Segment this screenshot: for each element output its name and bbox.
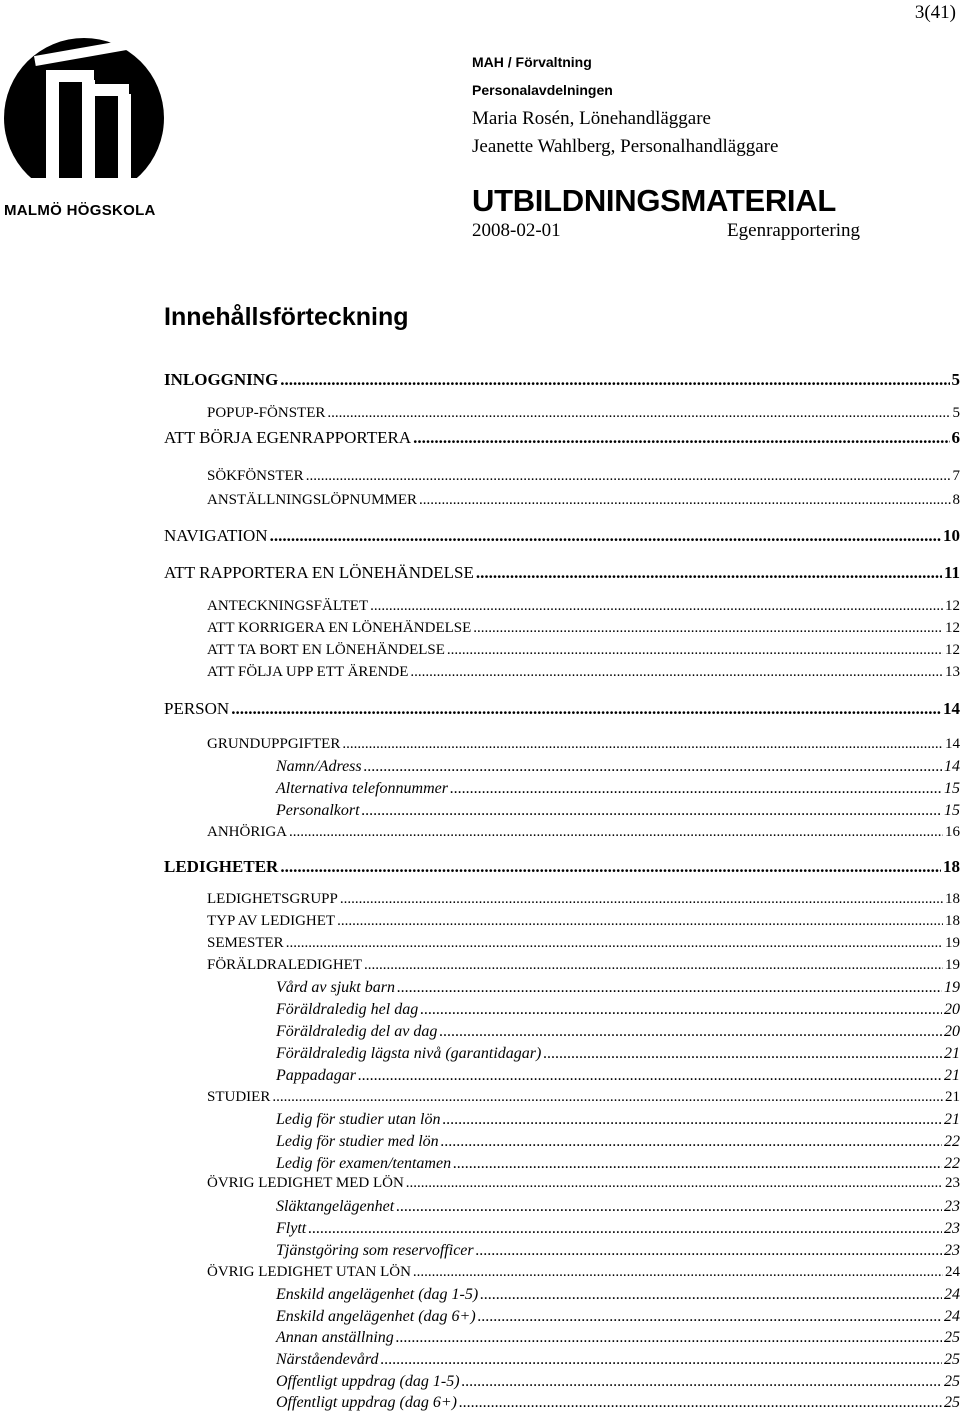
toc-entry-label: Annan anställning <box>276 1329 394 1346</box>
toc-entry[interactable] <box>276 1111 960 1131</box>
toc-leader-dots <box>397 979 942 997</box>
toc-entry-page: 14 <box>944 758 960 775</box>
toc-entry-page: 24 <box>945 1264 960 1280</box>
toc-leader-dots <box>308 1220 942 1238</box>
toc-leader-dots <box>478 1308 942 1326</box>
toc-entry-page: 21 <box>944 1111 960 1128</box>
toc-entry-label: Ledig för studier utan lön <box>276 1111 441 1128</box>
toc-entry-label: ÖVRIG LEDIGHET MED LÖN <box>207 1175 404 1191</box>
toc-entry-page: 14 <box>943 699 960 718</box>
toc-leader-dots <box>406 1175 943 1192</box>
toc-entry-page: 11 <box>943 563 960 582</box>
toc-entry-label: Enskild angelägenhet (dag 1-5) <box>276 1286 479 1303</box>
toc-entry[interactable] <box>276 1373 960 1393</box>
toc-entry-page: 20 <box>944 1001 960 1018</box>
toc-entry-page: 8 <box>952 492 960 508</box>
toc-entry-label: ATT TA BORT EN LÖNEHÄNDELSE <box>207 642 445 658</box>
toc-entry[interactable] <box>207 468 960 488</box>
toc-entry-page: 12 <box>945 620 960 636</box>
toc-entry-label: Offentligt uppdrag (dag 1-5) <box>276 1373 460 1390</box>
toc-entry-page: 21 <box>945 1089 960 1105</box>
toc-entry-page: 20 <box>944 1023 960 1040</box>
toc-entry[interactable] <box>276 1045 960 1065</box>
toc-entry[interactable] <box>276 1023 960 1043</box>
toc-leader-dots <box>337 913 943 930</box>
toc-leader-dots <box>453 1155 942 1173</box>
toc-leader-dots <box>480 1286 942 1304</box>
toc-entry-page: 10 <box>943 526 960 545</box>
toc-entry-label: ATT FÖLJA UPP ETT ÄRENDE <box>207 664 409 680</box>
toc-entry-label: ANHÖRIGA <box>207 824 287 840</box>
toc-leader-dots <box>358 1067 942 1085</box>
toc-leader-dots <box>473 620 943 637</box>
toc-leader-dots <box>462 1373 942 1391</box>
header-author-1: Maria Rosén, Lönehandläggare <box>472 108 711 129</box>
toc-entry-label: SÖKFÖNSTER <box>207 468 304 484</box>
toc-entry-page: 24 <box>944 1308 960 1325</box>
toc-entry-label: STUDIER <box>207 1089 271 1105</box>
toc-entry-label: Närståendevård <box>276 1351 379 1368</box>
toc-leader-dots <box>286 935 943 952</box>
toc-entry-label: POPUP-FÖNSTER <box>207 405 326 421</box>
toc-entry[interactable] <box>207 1175 960 1195</box>
toc-entry-label: Ledig för studier med lön <box>276 1133 439 1150</box>
toc-entry-page: 21 <box>944 1067 960 1084</box>
toc-leader-dots <box>476 1242 942 1260</box>
toc-leader-dots <box>459 1394 942 1412</box>
toc-leader-dots <box>543 1045 942 1063</box>
malmo-hogskola-logo-icon <box>0 28 170 228</box>
toc-entry-page: 15 <box>944 802 960 819</box>
toc-entry[interactable] <box>164 370 960 392</box>
toc-entry-label: TYP AV LEDIGHET <box>207 913 336 929</box>
toc-entry[interactable] <box>207 664 960 684</box>
toc-entry[interactable] <box>207 913 960 933</box>
toc-entry-page: 12 <box>945 598 960 614</box>
toc-leader-dots <box>396 1329 942 1347</box>
toc-leader-dots <box>272 1089 943 1106</box>
toc-entry[interactable] <box>276 802 960 822</box>
toc-entry-page: 24 <box>944 1286 960 1303</box>
toc-leader-dots <box>327 405 950 422</box>
toc-entry-label: LEDIGHETER <box>164 857 279 876</box>
toc-leader-dots <box>396 1198 942 1216</box>
toc-entry-label: GRUNDUPPGIFTER <box>207 736 341 752</box>
toc-entry-page: 12 <box>945 642 960 658</box>
toc-entry[interactable] <box>207 492 960 512</box>
toc-leader-dots <box>413 1264 943 1281</box>
toc-entry-page: 23 <box>944 1242 960 1259</box>
document-date: 2008-02-01 <box>472 220 561 241</box>
toc-entry-label: Ledig för examen/tentamen <box>276 1155 452 1172</box>
toc-entry[interactable] <box>164 428 960 450</box>
document-subject: Egenrapportering <box>727 220 860 241</box>
logo-text: MALMÖ HÖGSKOLA <box>4 202 156 219</box>
toc-entry[interactable] <box>207 736 960 756</box>
toc-entry[interactable] <box>276 1394 960 1414</box>
toc-entry[interactable] <box>207 642 960 662</box>
toc-entry[interactable] <box>276 1329 960 1349</box>
toc-entry-page: 18 <box>945 913 960 929</box>
toc-entry-label: ATT BÖRJA EGENRAPPORTERA <box>164 428 412 447</box>
toc-entry-page: 7 <box>952 468 960 484</box>
header-author-2: Jeanette Wahlberg, Personalhandläggare <box>472 136 779 157</box>
toc-entry[interactable] <box>276 1286 960 1306</box>
toc-entry-label: Föräldraledig del av dag <box>276 1023 438 1040</box>
toc-leader-dots <box>476 563 942 583</box>
toc-entry-page: 19 <box>944 979 960 996</box>
toc-entry[interactable] <box>207 891 960 911</box>
toc-entry[interactable] <box>276 1198 960 1218</box>
toc-leader-dots <box>364 957 943 974</box>
toc-leader-dots <box>410 664 943 681</box>
toc-entry[interactable] <box>276 1308 960 1328</box>
toc-leader-dots <box>450 780 942 798</box>
toc-entry-page: 19 <box>945 935 960 951</box>
toc-leader-dots <box>413 428 949 448</box>
toc-leader-dots <box>419 492 950 509</box>
toc-leader-dots <box>289 824 943 841</box>
toc-entry-label: Enskild angelägenhet (dag 6+) <box>276 1308 476 1325</box>
header-department: Personalavdelningen <box>472 82 613 98</box>
toc-entry-page: 22 <box>944 1155 960 1172</box>
toc-entry[interactable] <box>207 824 960 844</box>
toc-entry-page: 15 <box>944 780 960 797</box>
page-number: 3(41) <box>914 2 956 23</box>
date-line <box>472 220 860 242</box>
toc-leader-dots <box>370 598 943 615</box>
toc-entry-page: 18 <box>945 891 960 907</box>
toc-entry-label: LEDIGHETSGRUPP <box>207 891 338 907</box>
toc-entry[interactable] <box>164 699 960 721</box>
toc-leader-dots <box>447 642 943 659</box>
toc-leader-dots <box>441 1133 942 1151</box>
document-title: UTBILDNINGSMATERIAL <box>472 183 836 218</box>
toc-entry-label: ANSTÄLLNINGSLÖPNUMMER <box>207 492 418 508</box>
toc-entry[interactable] <box>276 780 960 800</box>
toc-heading: Innehållsförteckning <box>164 303 409 331</box>
toc-entry-label: Personalkort <box>276 802 360 819</box>
toc-entry[interactable] <box>276 1133 960 1153</box>
toc-leader-dots <box>306 468 951 485</box>
toc-entry[interactable] <box>207 1264 960 1284</box>
toc-entry[interactable] <box>276 1351 960 1371</box>
toc-entry-page: 23 <box>944 1220 960 1237</box>
toc-leader-dots <box>364 758 942 776</box>
toc-leader-dots <box>231 699 941 719</box>
toc-entry-page: 13 <box>945 664 960 680</box>
toc-entry-page: 23 <box>944 1198 960 1215</box>
toc-entry-label: ATT KORRIGERA EN LÖNEHÄNDELSE <box>207 620 472 636</box>
toc-entry[interactable] <box>276 1155 960 1175</box>
toc-entry-label: SEMESTER <box>207 935 284 951</box>
toc-leader-dots <box>340 891 943 908</box>
toc-leader-dots <box>280 370 949 390</box>
toc-leader-dots <box>420 1001 942 1019</box>
toc-entry[interactable] <box>276 1067 960 1087</box>
toc-entry[interactable] <box>276 1220 960 1240</box>
toc-entry-label: Föräldraledig hel dag <box>276 1001 419 1018</box>
toc-entry-label: PERSON <box>164 699 230 718</box>
toc-entry-label: Vård av sjukt barn <box>276 979 395 996</box>
toc-entry-page: 21 <box>944 1045 960 1062</box>
toc-entry[interactable] <box>276 1242 960 1262</box>
toc-entry[interactable] <box>207 935 960 955</box>
toc-entry[interactable] <box>164 526 960 548</box>
toc-entry-page: 5 <box>952 405 960 421</box>
toc-entry-label: ATT RAPPORTERA EN LÖNEHÄNDELSE <box>164 563 474 582</box>
toc-leader-dots <box>442 1111 942 1129</box>
toc-entry[interactable] <box>276 1001 960 1021</box>
toc-entry[interactable] <box>207 405 960 425</box>
toc-entry-label: ANTECKNINGSFÄLTET <box>207 598 369 614</box>
toc-entry-page: 25 <box>944 1373 960 1390</box>
toc-entry-label: Alternativa telefonnummer <box>276 780 448 797</box>
toc-entry-label: Släktangelägenhet <box>276 1198 395 1215</box>
toc-entry-label: Tjänstgöring som reservofficer <box>276 1242 474 1259</box>
toc-entry-page: 22 <box>944 1133 960 1150</box>
toc-leader-dots <box>342 736 943 753</box>
toc-entry-page: 18 <box>943 857 960 876</box>
toc-entry[interactable] <box>276 758 960 778</box>
toc-entry[interactable] <box>207 598 960 618</box>
toc-entry-label: Pappadagar <box>276 1067 356 1084</box>
toc-entry[interactable] <box>207 957 960 977</box>
toc-entry-page: 16 <box>945 824 960 840</box>
toc-entry[interactable] <box>164 563 960 585</box>
toc-entry-page: 6 <box>951 428 960 447</box>
toc-entry[interactable] <box>207 1089 960 1109</box>
toc-leader-dots <box>439 1023 942 1041</box>
toc-entry[interactable] <box>164 857 960 879</box>
toc-entry-page: 25 <box>944 1394 960 1411</box>
toc-leader-dots <box>381 1351 942 1369</box>
toc-entry-label: FÖRÄLDRALEDIGHET <box>207 957 362 973</box>
toc-entry-label: ÖVRIG LEDIGHET UTAN LÖN <box>207 1264 411 1280</box>
toc-entry-label: INLOGGNING <box>164 370 279 389</box>
toc-entry-page: 19 <box>945 957 960 973</box>
toc-entry-page: 23 <box>945 1175 960 1191</box>
toc-entry-page: 25 <box>944 1351 960 1368</box>
toc-entry-label: Offentligt uppdrag (dag 6+) <box>276 1394 458 1411</box>
toc-entry-page: 25 <box>944 1329 960 1346</box>
toc-entry-page: 14 <box>945 736 960 752</box>
toc-entry[interactable] <box>276 979 960 999</box>
toc-entry-label: Flytt <box>276 1220 307 1237</box>
toc-entry[interactable] <box>207 620 960 640</box>
toc-entry-label: NAVIGATION <box>164 526 268 545</box>
header-org: MAH / Förvaltning <box>472 54 592 70</box>
toc-leader-dots <box>362 802 942 820</box>
toc-entry-label: Namn/Adress <box>276 758 362 775</box>
toc-leader-dots <box>270 526 941 546</box>
toc-entry-label: Föräldraledig lägsta nivå (garantidagar) <box>276 1045 542 1062</box>
toc-entry-page: 5 <box>951 370 960 389</box>
toc-leader-dots <box>280 857 941 877</box>
